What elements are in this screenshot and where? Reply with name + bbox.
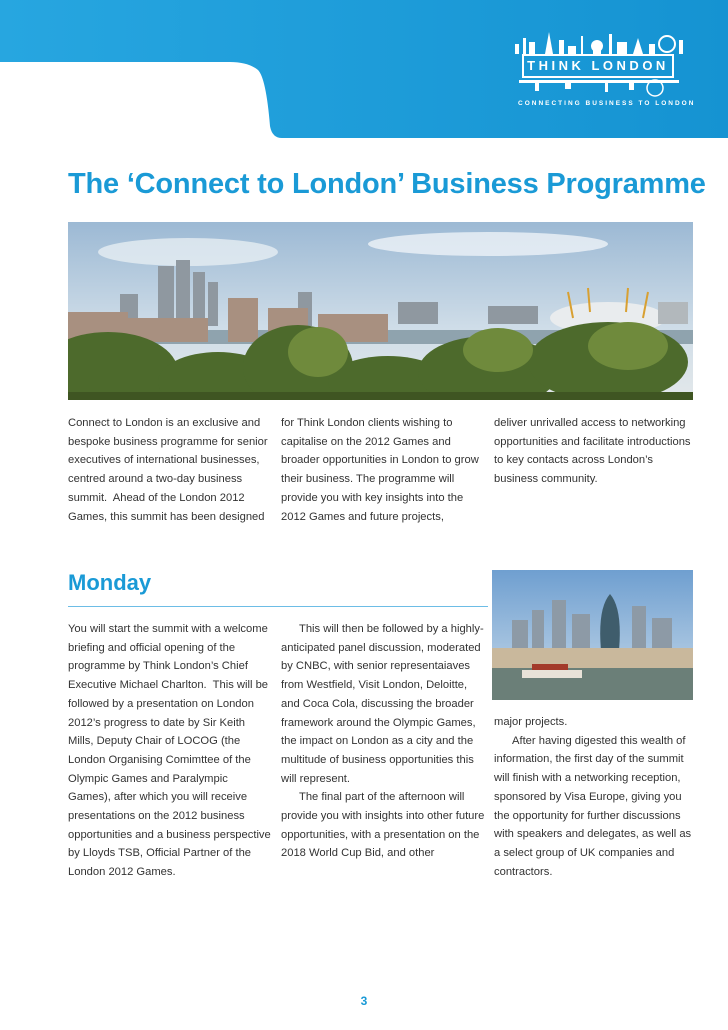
- section-heading-monday: Monday: [68, 570, 152, 595]
- page-title: The ‘Connect to London’ Business Programme: [68, 168, 706, 200]
- monday-paragraph: The final part of the afternoon will provide you with insights into other future opportunities, with a presentation on the 2018 World Cup Bid, and other: [281, 791, 485, 860]
- monday-column-1: [68, 620, 273, 882]
- section-divider: [68, 606, 488, 607]
- header-band: [0, 0, 728, 150]
- monday-column-2: [281, 620, 486, 863]
- intro-column-1: [68, 414, 268, 526]
- monday-paragraph: You will start the summit with a welcome briefing and official opening of the programme by Think London’s Chief Executive Michael Charlton. This will be followed by a presentation on London 2012’s progress to date by Sir Keith Mills, Deputy Chair of LOCOG (the London Organising Comimttee of the Olympic Games and Paralympic Games), after which you will receive presentations on the 2012 business opportunities and a business perspective by Lloyds TSB, Official Partner of the London 2012 Games.: [68, 623, 271, 879]
- london-panorama-photo: [68, 222, 693, 400]
- monday-paragraph: This will then be followed by a highly-anticipated panel discussion, moderated by CNBC, with senior representaiaves from Westfield, Visit London, Deloitte, and Coca Cola, discussing the broader framework around the Olympic Games, the impact on London as a city and the multitude of business opportunities this will represent.: [281, 623, 484, 785]
- intro-paragraph: Connect to London is an exclusive and bespoke business programme for senior executives of international businesses, centred around a two-day business summit. Ahead of the London 2012 Games, this summit has been designed: [68, 417, 268, 523]
- monday-paragraph: major projects.: [494, 716, 568, 728]
- intro-column-2: [281, 414, 481, 526]
- monday-column-3: [494, 713, 699, 881]
- city-image: [492, 570, 693, 700]
- intro-column-3: [494, 414, 694, 489]
- panorama-image: [68, 222, 693, 400]
- logo-wordmark: THINK LONDON: [522, 54, 674, 78]
- logo-tagline: CONNECTING BUSINESS TO LONDON: [518, 100, 696, 107]
- city-of-london-photo: [492, 570, 693, 700]
- monday-paragraph: After having digested this wealth of information, the first day of the summit will finish with a networking reception, sponsored by Visa Europe, giving you the opportunity for further discussions with speakers and delegates, as well as a select group of UK companies and contractors.: [494, 734, 692, 878]
- intro-paragraph: for Think London clients wishing to capitalise on the 2012 Games and broader opportunities in London to grow their business. The programme will provide you with key insights into the 2012 Games and future projects,: [281, 417, 479, 523]
- intro-paragraph: deliver unrivalled access to networking opportunities and facilitate introductions to key contacts across London’s business community.: [494, 417, 691, 486]
- page-number: 3: [360, 994, 368, 1008]
